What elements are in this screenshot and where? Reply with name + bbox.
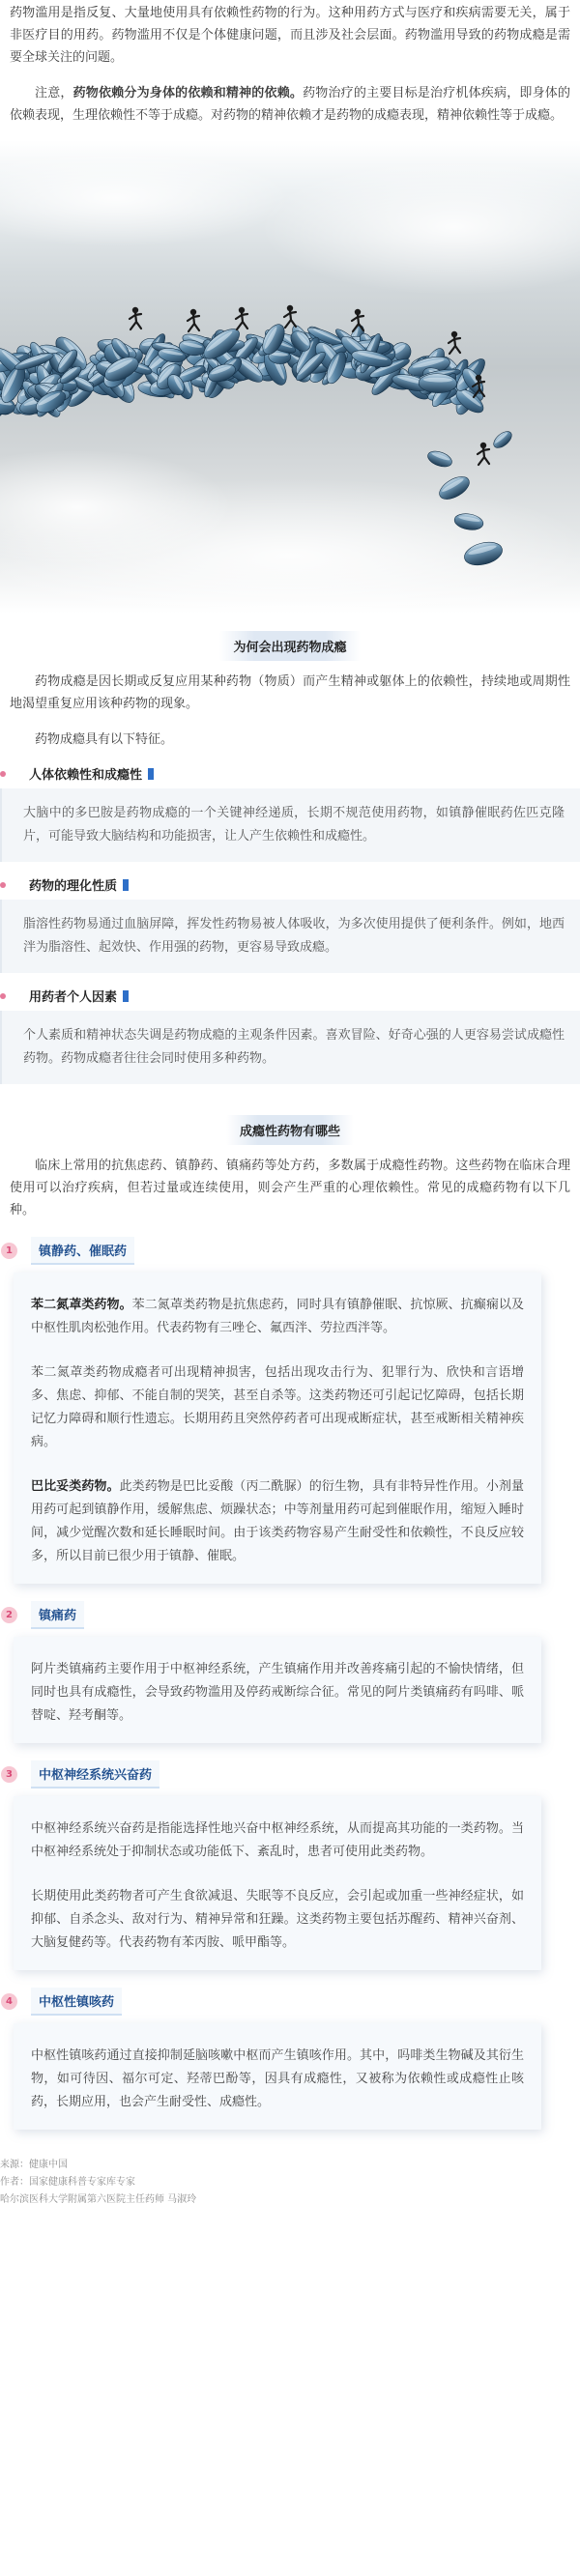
drug-paragraph-text: 苯二氮䓬类药物是抗焦虑药，同时具有镇静催眠、抗惊厥、抗癫痫以及中枢性肌肉松弛作用。代表药物有三唑仑、氟西泮、劳拉西泮等。 bbox=[31, 1298, 524, 1335]
drug-group-heading bbox=[0, 1988, 580, 2016]
intro-paragraph-1: 药物滥用是指反复、大量地使用具有依赖性药物的行为。这种用药方式与医疗和疾病需要无关，属于非医疗目的用药。药物滥用不仅是个体健康问题，而且涉及社会层面。药物滥用导致的药物成瘾是需要全球关注的问题。 bbox=[10, 6, 570, 65]
drug-group bbox=[0, 1601, 580, 1743]
feature-list bbox=[0, 764, 580, 1084]
feature-box bbox=[0, 788, 580, 862]
feature-heading bbox=[0, 764, 580, 783]
drug-group-title: 中枢性镇咳药 bbox=[31, 1988, 122, 2016]
section1-paragraph-1: 药物成瘾是因长期或反复应用某种药物（物质）而产生精神或躯体上的依赖性，持续地或周期性地渴望重复应用该种药物的现象。 bbox=[10, 674, 570, 711]
bullet-icon bbox=[0, 771, 6, 777]
bullet-icon bbox=[0, 993, 6, 999]
section1-paragraph-2: 药物成瘾具有以下特征。 bbox=[35, 732, 174, 747]
hero-image bbox=[0, 140, 580, 614]
running-figure bbox=[130, 307, 141, 329]
running-figure bbox=[188, 309, 199, 331]
drug-group-title: 镇痛药 bbox=[31, 1601, 84, 1629]
accent-mark-icon bbox=[123, 879, 129, 891]
feature-text: 个人素质和精神状态失调是药物成瘾的主观条件因素。喜欢冒险、好奇心强的人更容易尝试成瘾性药物。药物成瘾者往往会同时使用多种药物。 bbox=[23, 1028, 565, 1066]
drug-paragraph bbox=[31, 1361, 524, 1454]
feature-item bbox=[0, 875, 580, 973]
pill-bridge-illustration bbox=[0, 140, 580, 614]
number-badge: 3 bbox=[1, 1766, 17, 1783]
cloud bbox=[0, 150, 290, 246]
drug-group bbox=[0, 1237, 580, 1584]
drug-group bbox=[0, 1988, 580, 2130]
drug-group-card bbox=[14, 1273, 541, 1584]
footer-author: 作者：国家健康科普专家库专家 bbox=[0, 2177, 135, 2188]
drug-paragraph-lead: 苯二氮䓬类药物。 bbox=[31, 1298, 132, 1312]
pill-shape bbox=[491, 428, 515, 450]
drug-paragraph bbox=[31, 1885, 524, 1955]
feature-heading bbox=[0, 875, 580, 894]
drug-paragraph bbox=[31, 2045, 524, 2114]
pill-shape bbox=[425, 448, 453, 470]
footer-organization: 哈尔滨医科大学附属第六医院主任药师 马淑玲 bbox=[0, 2194, 197, 2205]
drug-paragraph bbox=[31, 1475, 524, 1568]
drug-paragraph-lead: 巴比妥类药物。 bbox=[31, 1479, 120, 1494]
running-figure bbox=[478, 443, 489, 465]
drug-paragraph-text: 阿片类镇痛药主要作用于中枢神经系统，产生镇痛作用并改善疼痛引起的不愉快情绪，但同时也具有成瘾性，会导致药物滥用及停药戒断综合征。常见的阿片类镇痛药有吗啡、哌替啶、羟考酮等。 bbox=[31, 1662, 524, 1723]
section-title-addictive-drugs: 成瘾性药物有哪些 bbox=[226, 1115, 354, 1145]
section2-paragraph-1: 临床上常用的抗焦虑药、镇静药、镇痛药等处方药，多数属于成瘾性药物。这些药物在临床合理使用可以治疗疾病，但若过量或连续使用，则会产生严重的心理依赖性。常见的成瘾药物有以下几种。 bbox=[10, 1159, 570, 1217]
drug-group-heading bbox=[0, 1237, 580, 1265]
feature-box bbox=[0, 1011, 580, 1084]
feature-heading bbox=[0, 987, 580, 1005]
drug-group-heading bbox=[0, 1760, 580, 1789]
drug-group-card bbox=[14, 2023, 541, 2130]
drug-paragraph-text: 苯二氮䓬类药物成瘾者可出现精神损害，包括出现攻击行为、犯罪行为、欣快和言语增多、焦虑、抑郁、不能自制的哭笑，甚至自杀等。这类药物还可引起记忆障碍，包括长期记忆力障碍和顺行性遗忘。长期用药且突然停药者可出现戒断症状，甚至戒断相关精神疾病。 bbox=[31, 1365, 524, 1449]
intro-note-bold: 药物依赖分为身体的依赖和精神的依赖。 bbox=[72, 86, 304, 100]
running-figure bbox=[284, 305, 296, 328]
drug-group bbox=[0, 1760, 580, 1970]
number-badge: 2 bbox=[1, 1607, 17, 1623]
drug-paragraph bbox=[31, 1294, 524, 1340]
drug-group-card bbox=[14, 1637, 541, 1743]
footer-source: 来源：健康中国 bbox=[0, 2160, 68, 2170]
feature-title: 药物的理化性质 bbox=[29, 879, 118, 894]
feature-item bbox=[0, 764, 580, 862]
number-badge: 4 bbox=[1, 1993, 17, 2010]
drug-group-card bbox=[14, 1796, 541, 1970]
feature-item bbox=[0, 987, 580, 1084]
section-title-why-addiction: 为何会出现药物成瘾 bbox=[219, 631, 360, 661]
drug-paragraph-text: 此类药物是巴比妥酸（丙二酰脲）的衍生物，具有非特异性作用。小剂量用药可起到镇静作用，缓解焦虑、烦躁状态；中等剂量用药可起到催眠作用，缩短入睡时间，减少觉醒次数和延长睡眠时间。由于该类药物容易产生耐受性和依赖性，不良反应较多，所以目前已很少用于镇静、催眠。 bbox=[31, 1479, 524, 1563]
drug-group-title: 镇静药、催眠药 bbox=[31, 1237, 134, 1265]
drug-group-heading bbox=[0, 1601, 580, 1629]
feature-text: 脂溶性药物易通过血脑屏障，挥发性药物易被人体吸收，为多次使用提供了便利条件。例如，地西泮为脂溶性、起效快、作用强的药物，更容易导致成瘾。 bbox=[23, 917, 565, 955]
drug-paragraph-text: 中枢性镇咳药通过直接抑制延脑咳嗽中枢而产生镇咳作用。其中，吗啡类生物碱及其衍生物，如可待因、福尔可定、羟蒂巴酚等，因具有成瘾性，又被称为依赖性或成瘾性止咳药，长期应用，也会产生耐受性、成瘾性。 bbox=[31, 2048, 524, 2109]
drug-paragraph-text: 长期使用此类药物者可产生食欲减退、失眠等不良反应，会引起或加重一些神经症状，如抑郁、自杀念头、敌对行为、精神异常和狂躁。这类药物主要包括苏醒药、精神兴奋剂、大脑复健药等。代表药物有苯丙胺、哌甲酯等。 bbox=[31, 1889, 524, 1950]
article-footer bbox=[0, 2147, 580, 2222]
drug-paragraph-text: 中枢神经系统兴奋药是指能选择性地兴奋中枢神经系统，从而提高其功能的一类药物。当中枢神经系统处于抑制状态或功能低下、紊乱时，患者可使用此类药物。 bbox=[31, 1821, 524, 1859]
intro-note-prefix: 注意， bbox=[35, 86, 73, 100]
feature-title: 用药者个人因素 bbox=[29, 990, 118, 1005]
running-figure bbox=[236, 307, 247, 329]
intro-paragraph-2 bbox=[0, 82, 580, 127]
drug-paragraph bbox=[31, 1658, 524, 1728]
drug-paragraph bbox=[31, 1818, 524, 1864]
feature-text: 大脑中的多巴胺是药物成瘾的一个关键神经递质，长期不规范使用药物，如镇静催眠药佐匹克隆片，可能导致大脑结构和功能损害，让人产生依赖性和成瘾性。 bbox=[23, 806, 565, 844]
accent-mark-icon bbox=[123, 990, 129, 1002]
feature-title: 人体依赖性和成瘾性 bbox=[29, 768, 143, 783]
number-badge: 1 bbox=[1, 1243, 17, 1259]
running-figure bbox=[449, 331, 460, 354]
feature-box bbox=[0, 900, 580, 973]
bullet-icon bbox=[0, 882, 6, 888]
drug-group-title: 中枢神经系统兴奋药 bbox=[31, 1760, 160, 1789]
accent-mark-icon bbox=[148, 768, 154, 780]
cloud bbox=[261, 159, 580, 295]
intro-note-rest: 药物治疗的主要目标是治疗机体疾病，即身体的依赖表现，生理依赖性不等于成瘾。对药物的精神依赖才是药物的成瘾表现，精神依赖性等于成瘾。 bbox=[10, 86, 570, 123]
